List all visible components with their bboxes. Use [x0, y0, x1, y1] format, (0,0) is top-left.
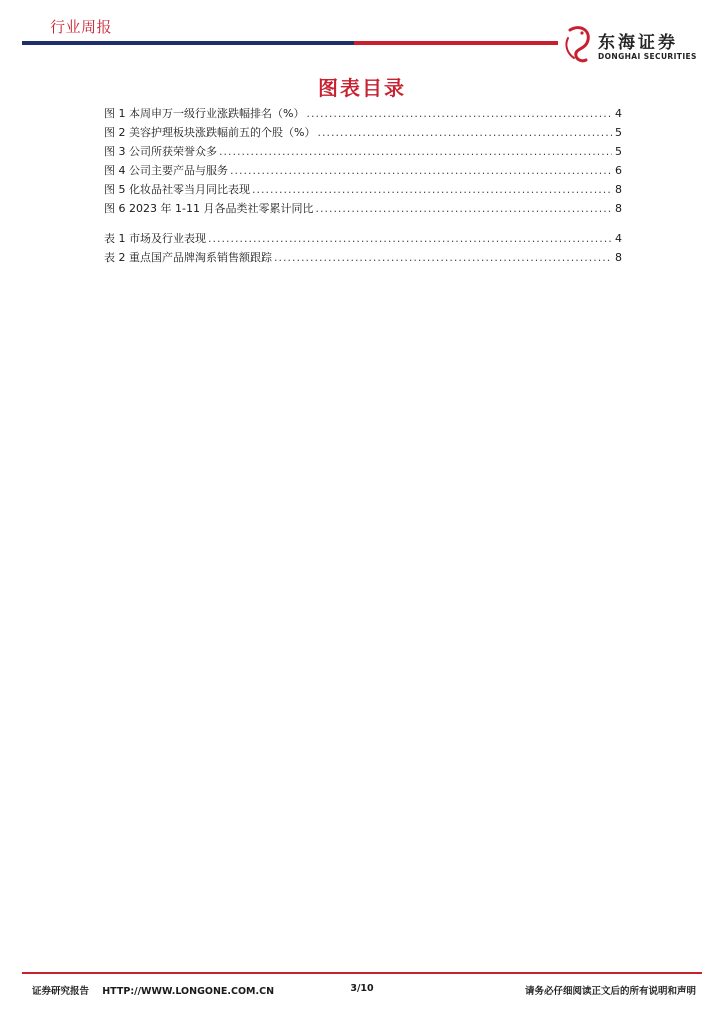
toc-entry-page: 4: [615, 232, 622, 245]
toc-entry-label: 图 5 化妆品社零当月同比表现: [104, 183, 250, 196]
toc-entry-page: 6: [615, 164, 622, 177]
dot-leader: [315, 199, 612, 218]
toc-entry-page: 5: [615, 126, 622, 139]
toc-entry-label: 图 6 2023 年 1-11 月各品类社零累计同比: [104, 202, 314, 215]
logo-chinese-name: 东海证券: [598, 33, 678, 53]
footer-rule: [22, 972, 702, 974]
dot-leader: [230, 161, 612, 180]
toc-entry-page: 8: [615, 251, 622, 264]
toc-entry-label: 表 2 重点国产品牌淘系销售额跟踪: [104, 251, 272, 264]
toc-entry[interactable]: [104, 180, 622, 199]
dot-leader: [317, 123, 612, 142]
toc-entry[interactable]: [104, 199, 622, 218]
dot-leader: [252, 180, 612, 199]
logo-english-name: DONGHAI SECURITIES: [598, 52, 697, 61]
toc-entry-label: 图 4 公司主要产品与服务: [104, 164, 228, 177]
dot-leader: [274, 248, 612, 267]
toc-entry[interactable]: [104, 142, 622, 161]
page-number: 3/10: [350, 983, 374, 994]
toc-entry[interactable]: [104, 104, 622, 123]
toc-entry[interactable]: [104, 161, 622, 180]
toc-entry[interactable]: [104, 123, 622, 142]
toc-entry-label: 图 1 本周申万一级行业涨跌幅排名（%）: [104, 107, 305, 120]
footer-source: 证券研究报告 HTTP://WWW.LONGONE.COM.CN: [32, 986, 275, 997]
toc-entry[interactable]: [104, 229, 622, 248]
toc-entry-page: 8: [615, 202, 622, 215]
dragon-logo-icon: [562, 24, 594, 64]
toc-entry-page: 5: [615, 145, 622, 158]
figure-list: [104, 104, 622, 218]
header-rule-blue: [22, 41, 354, 45]
dot-leader: [306, 104, 612, 123]
toc-entry-page: 4: [615, 107, 622, 120]
report-type-label: 行业周报: [50, 18, 113, 36]
header-rule-red: [354, 41, 558, 45]
toc-title: 图表目录: [318, 76, 406, 100]
toc-entry[interactable]: [104, 248, 622, 267]
toc-entry-page: 8: [615, 183, 622, 196]
table-list: [104, 229, 622, 267]
company-logo: [558, 24, 708, 68]
toc-entry-label: 图 2 美容护理板块涨跌幅前五的个股（%）: [104, 126, 316, 139]
toc-entry-label: 表 1 市场及行业表现: [104, 232, 206, 245]
dot-leader: [208, 229, 612, 248]
footer-disclaimer: 请务必仔细阅读正文后的所有说明和声明: [524, 986, 696, 997]
dot-leader: [219, 142, 612, 161]
toc-entry-label: 图 3 公司所获荣誉众多: [104, 145, 217, 158]
